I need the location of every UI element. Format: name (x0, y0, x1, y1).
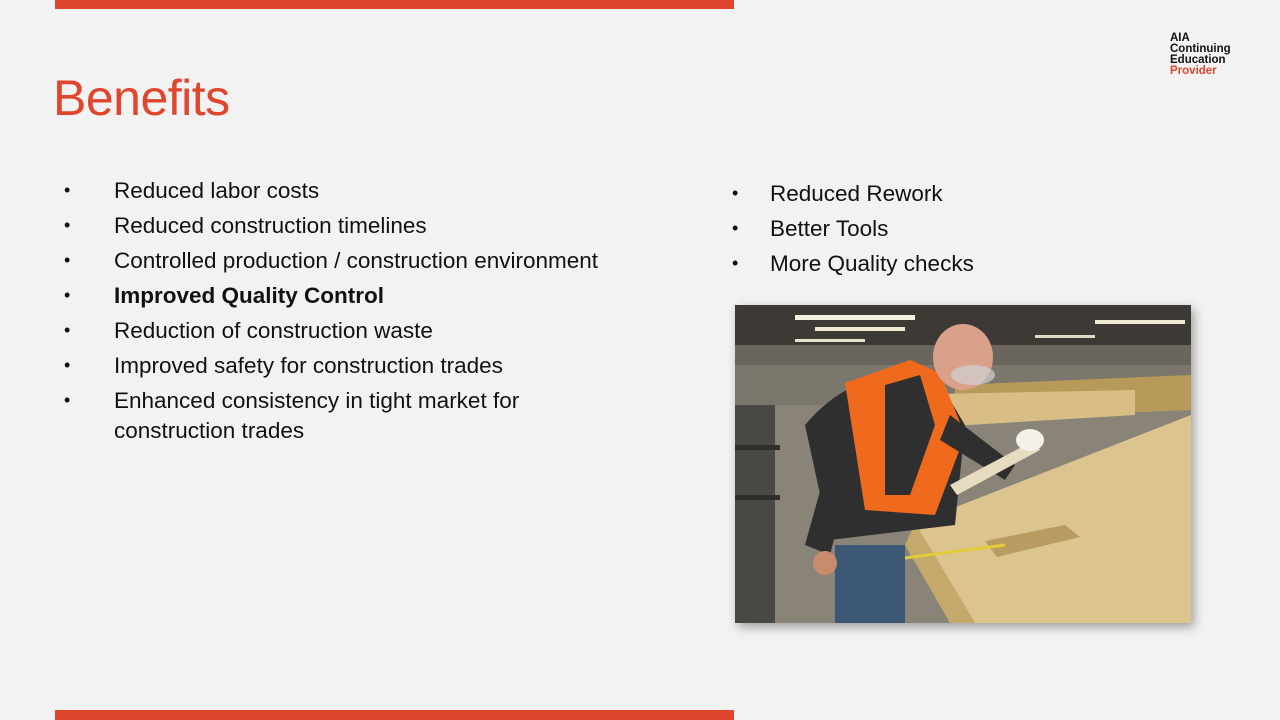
top-accent-bar (55, 0, 734, 9)
factory-worker-photo (735, 305, 1191, 623)
bottom-accent-bar (55, 710, 734, 720)
bullet-dot-icon: • (732, 253, 739, 273)
bullet-dot-icon: • (64, 390, 71, 410)
bullet-dot-icon: • (64, 320, 71, 340)
right-bullet-list (732, 179, 1190, 284)
logo-line-education: Education (1170, 54, 1226, 66)
aia-logo (1170, 33, 1231, 77)
bullet-item: • Improved safety for construction trades (114, 351, 674, 381)
slide-title: Benefits (53, 70, 230, 126)
bullet-item: • Enhanced consistency in tight market for construction trades (64, 388, 520, 443)
bullet-dot-icon: • (732, 183, 739, 203)
bullet-dot-icon: • (64, 355, 71, 375)
bullet-item: • Reduced construction timelines (114, 211, 674, 241)
logo-line-aia: AIA (1170, 32, 1190, 44)
bullet-dot-icon: • (732, 218, 739, 238)
bullet-dot-icon: • (64, 215, 71, 235)
bullet-item: • Reduction of construction waste (114, 316, 674, 346)
bullet-dot-icon: • (64, 180, 71, 200)
logo-line-continuing: Continuing (1170, 43, 1231, 55)
bullet-dot-icon: • (64, 250, 71, 270)
bullet-item (64, 281, 674, 311)
bullet-item: • Reduced Rework (770, 179, 1190, 209)
photo-illustration (735, 305, 1191, 623)
bullet-dot-icon: • (64, 285, 71, 305)
bullet-item: • More Quality checks (770, 249, 1190, 279)
bullet-item: • Controlled production / construction environment (114, 246, 674, 276)
left-bullet-list (64, 176, 674, 451)
logo-line-provider: Provider (1170, 65, 1217, 77)
bullet-item: • Reduced labor costs (114, 176, 674, 206)
bullet-item: • Better Tools (770, 214, 1190, 244)
emphasized-bullet: Improved Quality Control (114, 283, 385, 308)
